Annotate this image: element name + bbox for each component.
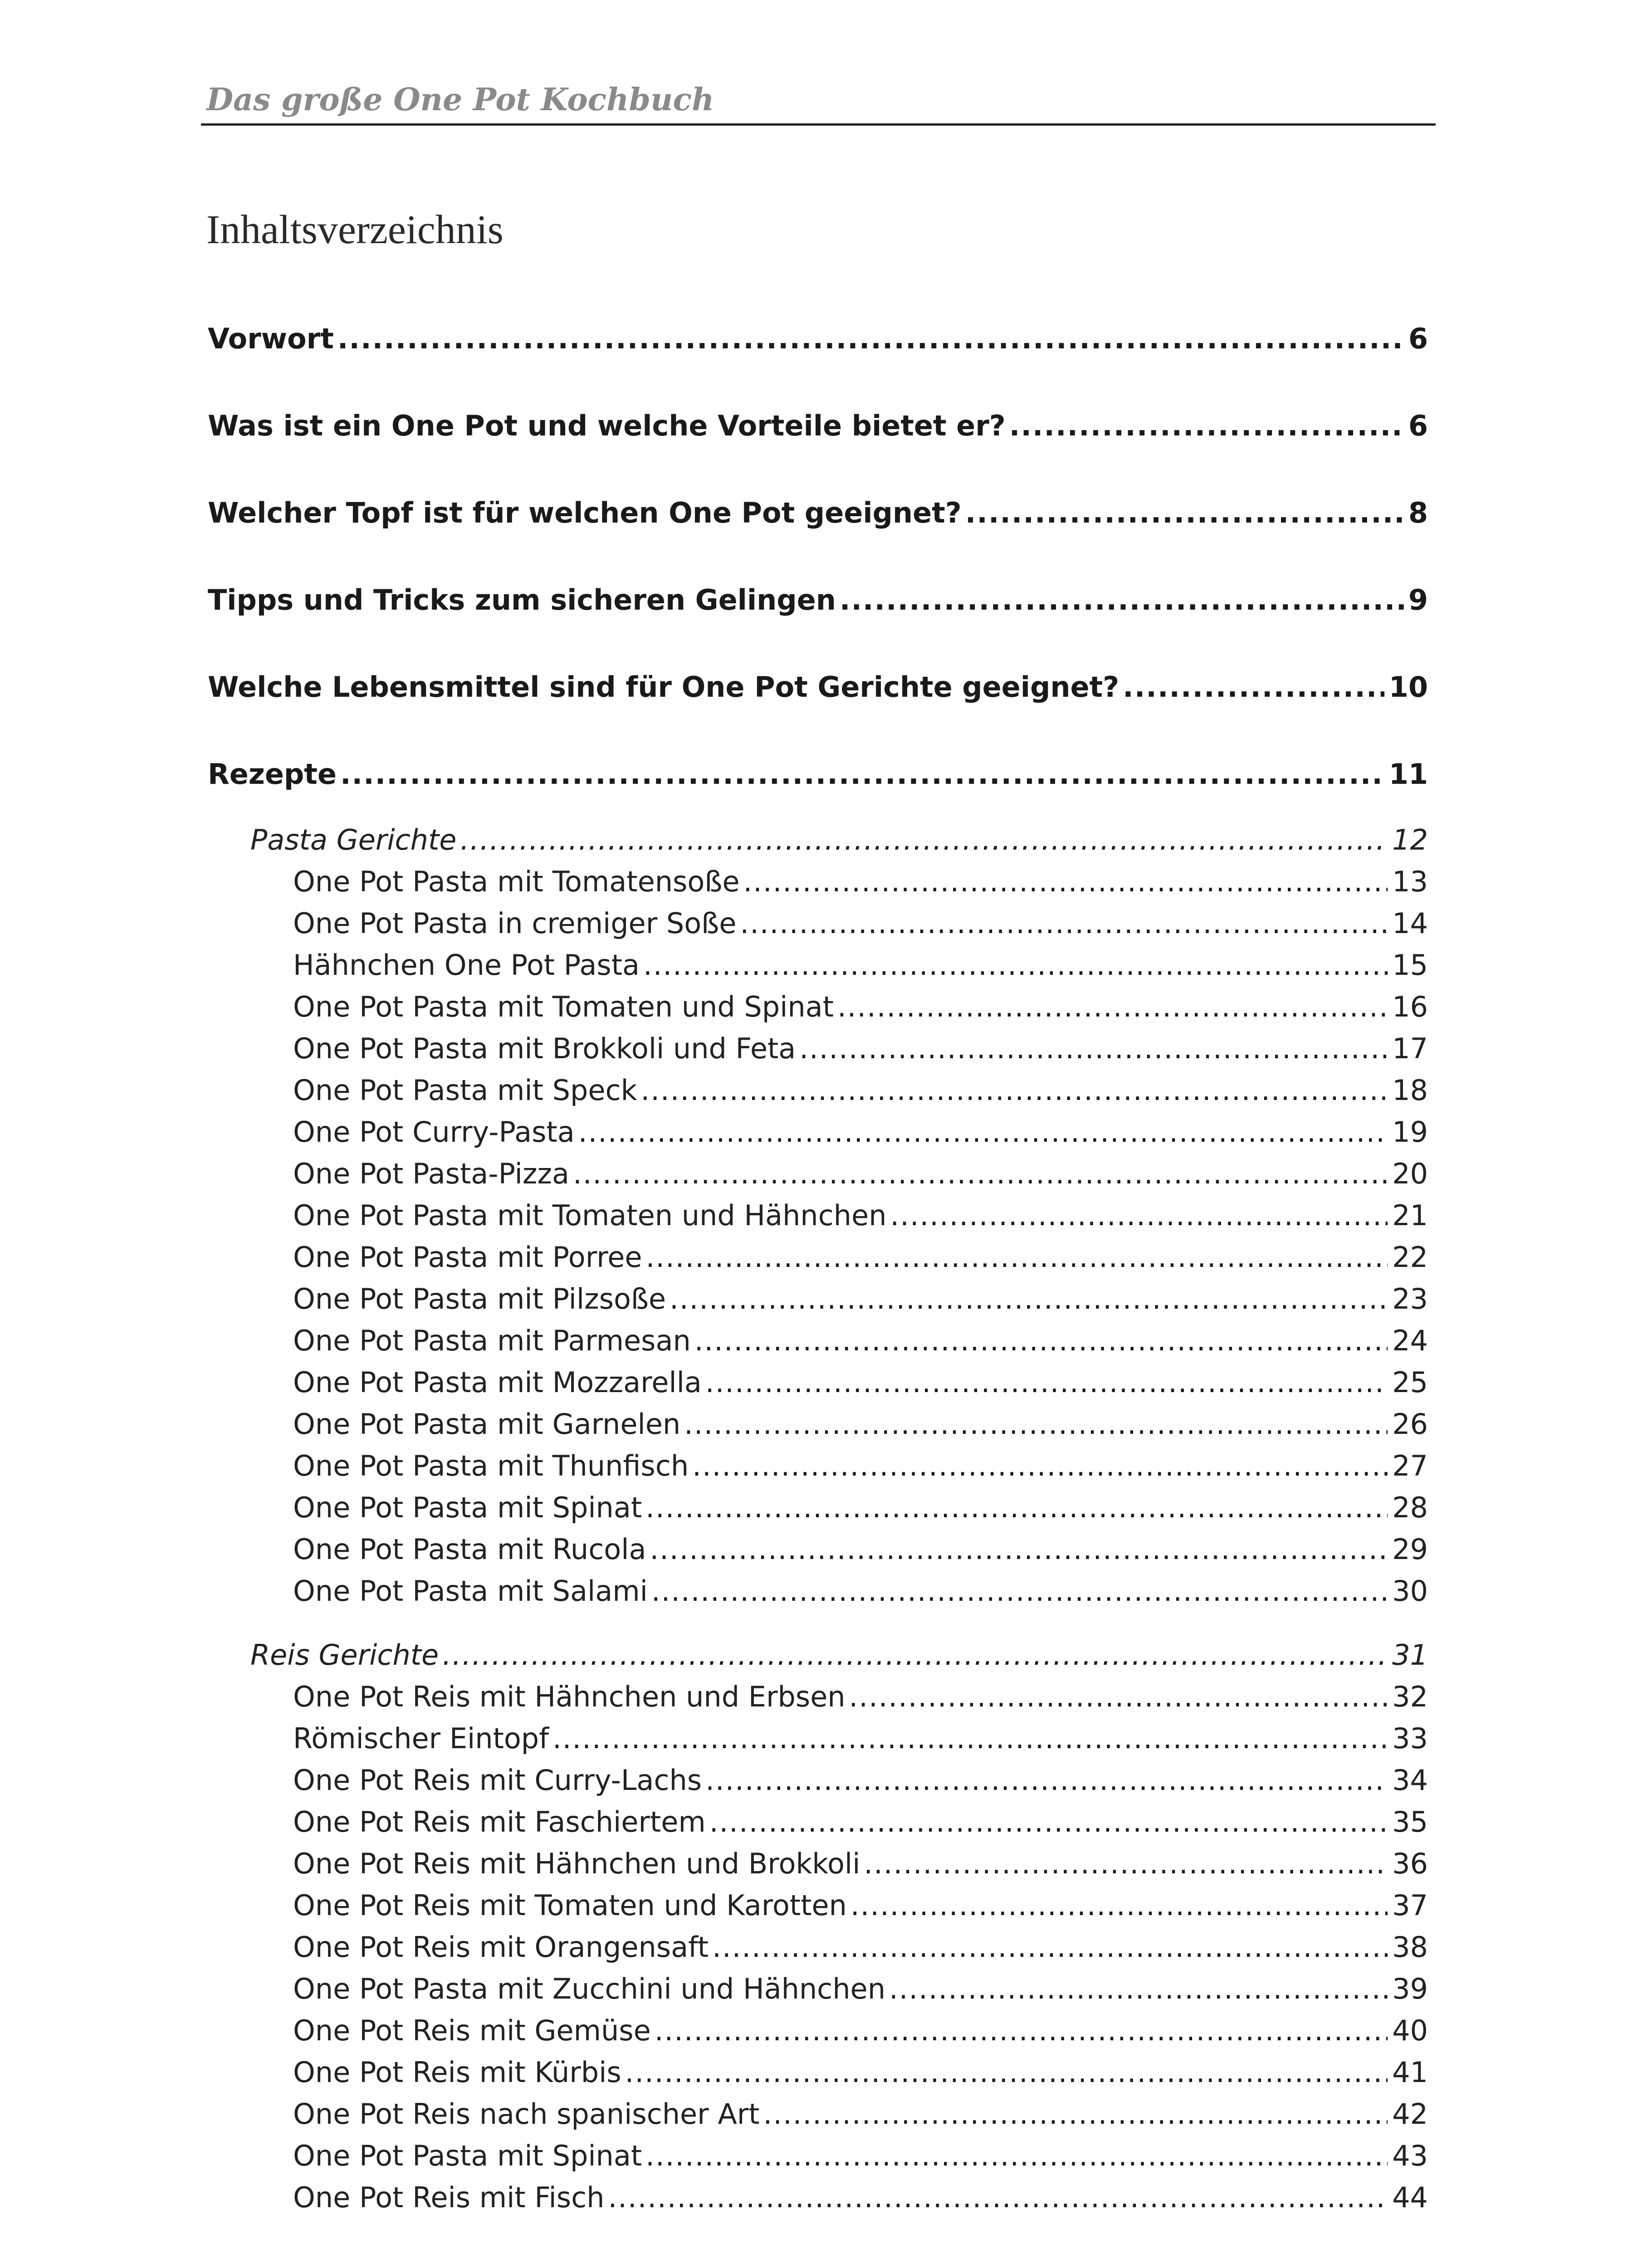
- toc-entry-label: One Pot Reis mit Tomaten und Karotten: [293, 1889, 847, 1922]
- toc-entry-label: One Pot Curry-Pasta: [293, 1115, 575, 1149]
- toc-entry-label: Vorwort: [208, 322, 334, 355]
- toc-recipe-entry[interactable]: [293, 1574, 1428, 1608]
- toc-page-number: 39: [1392, 1972, 1428, 2005]
- toc-entry-label: One Pot Reis nach spanischer Art: [293, 2097, 760, 2131]
- dot-leader: [864, 1847, 1388, 1880]
- toc-entry-label: One Pot Pasta mit Spinat: [293, 2139, 642, 2172]
- dot-leader: [709, 1805, 1388, 1838]
- toc-recipe-entry[interactable]: [293, 907, 1428, 940]
- toc-page-number: 16: [1392, 990, 1428, 1023]
- toc-page-number: 35: [1392, 1805, 1428, 1838]
- toc-page-number: 13: [1392, 865, 1428, 898]
- toc-group-entry[interactable]: [250, 1638, 1428, 1672]
- toc-page-number: 38: [1392, 1931, 1428, 1964]
- toc-group-entry[interactable]: [250, 823, 1428, 856]
- toc-entry-label: One Pot Pasta mit Brokkoli und Feta: [293, 1032, 796, 1065]
- dot-leader: [640, 1074, 1388, 1107]
- toc-entry-label: One Pot Pasta mit Rucola: [293, 1533, 646, 1566]
- toc-section-entry[interactable]: [208, 322, 1428, 355]
- toc-entry-label: One Pot Pasta mit Porree: [293, 1241, 642, 1274]
- toc-recipe-entry[interactable]: [293, 1680, 1428, 1713]
- dot-leader: [625, 2056, 1388, 2089]
- toc-section-entry[interactable]: [208, 670, 1428, 704]
- toc-page-number: 25: [1392, 1366, 1428, 1399]
- dot-leader: [608, 2181, 1388, 2214]
- toc-recipe-entry[interactable]: [293, 1805, 1428, 1838]
- toc-recipe-entry[interactable]: [293, 1115, 1428, 1149]
- dot-leader: [552, 1722, 1388, 1755]
- toc-page-number: 44: [1392, 2181, 1428, 2214]
- toc-entry-label: One Pot Pasta in cremiger Soße: [293, 907, 737, 940]
- toc-entry-label: Welcher Topf ist für welchen One Pot geeignet?: [208, 496, 962, 529]
- toc-entry-label: Rezepte: [208, 758, 337, 791]
- dot-leader: [889, 1972, 1388, 2005]
- toc-entry-label: One Pot Reis mit Fisch: [293, 2181, 605, 2214]
- toc-entry-label: One Pot Pasta mit Tomaten und Hähnchen: [293, 1199, 887, 1232]
- toc-entry-label: One Pot Reis mit Curry-Lachs: [293, 1764, 702, 1797]
- toc-entry-label: Tipps und Tricks zum sicheren Gelingen: [208, 583, 836, 616]
- toc-page-number: 18: [1392, 1074, 1428, 1107]
- toc-recipe-entry[interactable]: [293, 1449, 1428, 1482]
- toc-entry-label: Hähnchen One Pot Pasta: [293, 948, 640, 982]
- header-rule: [201, 123, 1436, 126]
- toc-page-number: 40: [1392, 2014, 1428, 2047]
- dot-leader: [1123, 670, 1384, 704]
- dot-leader: [705, 1366, 1388, 1399]
- toc-entry-label: One Pot Pasta-Pizza: [293, 1157, 569, 1190]
- toc-page-number: 36: [1392, 1847, 1428, 1880]
- dot-leader: [340, 758, 1384, 791]
- toc-entry-label: One Pot Reis mit Hähnchen und Brokkoli: [293, 1847, 861, 1880]
- toc-recipe-entry[interactable]: [293, 2014, 1428, 2047]
- toc-recipe-entry[interactable]: [293, 2097, 1428, 2131]
- toc-page-number: 27: [1392, 1449, 1428, 1482]
- toc-page-number: 21: [1392, 1199, 1428, 1232]
- toc-page-number: 19: [1392, 1115, 1428, 1149]
- toc-recipe-entry[interactable]: [293, 1847, 1428, 1880]
- dot-leader: [890, 1199, 1388, 1232]
- toc-recipe-entry[interactable]: [293, 1324, 1428, 1357]
- toc-page-number: 30: [1392, 1574, 1428, 1608]
- dot-leader: [670, 1282, 1388, 1315]
- toc-page-number: 15: [1392, 948, 1428, 982]
- toc-recipe-entry[interactable]: [293, 1972, 1428, 2005]
- toc-recipe-entry[interactable]: [293, 1722, 1428, 1755]
- toc-page-number: 10: [1389, 670, 1428, 704]
- toc-page-number: 37: [1392, 1889, 1428, 1922]
- toc-page-number: 42: [1392, 2097, 1428, 2131]
- toc-recipe-entry[interactable]: [293, 1764, 1428, 1797]
- dot-leader: [712, 1931, 1388, 1964]
- toc-title: Inhaltsverzeichnis: [206, 207, 504, 252]
- toc-entry-label: One Pot Pasta mit Garnelen: [293, 1408, 681, 1441]
- toc-recipe-entry[interactable]: [293, 2056, 1428, 2089]
- toc-page-number: 32: [1392, 1680, 1428, 1713]
- toc-page-number: 33: [1392, 1722, 1428, 1755]
- toc-entry-label: Reis Gerichte: [250, 1638, 439, 1672]
- toc-entry-label: One Pot Reis mit Hähnchen und Erbsen: [293, 1680, 846, 1713]
- toc-section-entry[interactable]: [208, 758, 1428, 791]
- dot-leader: [645, 1491, 1388, 1524]
- dot-leader: [799, 1032, 1388, 1065]
- toc-page-number: 22: [1392, 1241, 1428, 1274]
- toc-recipe-entry[interactable]: [293, 1931, 1428, 1964]
- dot-leader: [337, 322, 1404, 355]
- toc-entry-label: One Pot Pasta mit Parmesan: [293, 1324, 691, 1357]
- toc-page-number: 24: [1392, 1324, 1428, 1357]
- toc-recipe-entry[interactable]: [293, 2139, 1428, 2172]
- toc-recipe-entry[interactable]: [293, 1032, 1428, 1065]
- dot-leader: [645, 2139, 1388, 2172]
- dot-leader: [442, 1638, 1388, 1672]
- toc-page-number: 43: [1392, 2139, 1428, 2172]
- toc-recipe-entry[interactable]: [293, 1199, 1428, 1232]
- toc-entry-label: Was ist ein One Pot und welche Vorteile bietet er?: [208, 409, 1006, 442]
- toc-recipe-entry[interactable]: [293, 865, 1428, 898]
- toc-recipe-entry[interactable]: [293, 1533, 1428, 1566]
- toc-page-number: 29: [1392, 1533, 1428, 1566]
- toc-recipe-entry[interactable]: [293, 990, 1428, 1023]
- dot-leader: [460, 823, 1388, 856]
- dot-leader: [694, 1324, 1388, 1357]
- toc-entry-label: One Pot Reis mit Orangensaft: [293, 1931, 709, 1964]
- toc-recipe-entry[interactable]: [293, 1889, 1428, 1922]
- toc-page-number: 26: [1392, 1408, 1428, 1441]
- toc-entry-label: One Pot Pasta mit Tomaten und Spinat: [293, 990, 834, 1023]
- dot-leader: [840, 583, 1404, 616]
- toc-entry-label: One Pot Reis mit Faschiertem: [293, 1805, 706, 1838]
- toc-recipe-entry[interactable]: [293, 1241, 1428, 1274]
- toc-page-number: 41: [1392, 2056, 1428, 2089]
- toc-entry-label: One Pot Pasta mit Salami: [293, 1574, 648, 1608]
- toc-page-number: 6: [1408, 409, 1428, 442]
- dot-leader: [650, 1533, 1388, 1566]
- toc-entry-label: One Pot Reis mit Kürbis: [293, 2056, 621, 2089]
- running-head: Das große One Pot Kochbuch: [206, 82, 714, 118]
- dot-leader: [578, 1115, 1388, 1149]
- dot-leader: [651, 1574, 1388, 1608]
- toc-entry-label: One Pot Reis mit Gemüse: [293, 2014, 651, 2047]
- dot-leader: [692, 1449, 1388, 1482]
- toc-recipe-entry[interactable]: [293, 2181, 1428, 2214]
- toc-page-number: 20: [1392, 1157, 1428, 1190]
- dot-leader: [1009, 409, 1404, 442]
- toc-recipe-entry[interactable]: [293, 1408, 1428, 1441]
- dot-leader: [851, 1889, 1388, 1922]
- toc-page-number: 28: [1392, 1491, 1428, 1524]
- dot-leader: [643, 948, 1388, 982]
- toc-recipe-entry[interactable]: [293, 948, 1428, 982]
- toc-recipe-entry[interactable]: [293, 1157, 1428, 1190]
- toc-entry-label: One Pot Pasta mit Thunfisch: [293, 1449, 689, 1482]
- toc-entry-label: One Pot Pasta mit Speck: [293, 1074, 637, 1107]
- toc-page-number: 8: [1408, 496, 1428, 529]
- toc-page-number: 23: [1392, 1282, 1428, 1315]
- dot-leader: [763, 2097, 1388, 2131]
- dot-leader: [646, 1241, 1388, 1274]
- toc-page-number: 12: [1392, 823, 1428, 856]
- dot-leader: [743, 865, 1388, 898]
- toc-page-number: 34: [1392, 1764, 1428, 1797]
- toc-page-number: 6: [1408, 322, 1428, 355]
- toc-recipe-entry[interactable]: [293, 1366, 1428, 1399]
- dot-leader: [684, 1408, 1388, 1441]
- toc-entry-label: One Pot Pasta mit Zucchini und Hähnchen: [293, 1972, 885, 2005]
- dot-leader: [655, 2014, 1388, 2047]
- toc-page-number: 14: [1392, 907, 1428, 940]
- toc-entry-label: One Pot Pasta mit Spinat: [293, 1491, 642, 1524]
- dot-leader: [740, 907, 1388, 940]
- dot-leader: [705, 1764, 1388, 1797]
- dot-leader: [849, 1680, 1388, 1713]
- toc-recipe-entry[interactable]: [293, 1074, 1428, 1107]
- toc-entry-label: Pasta Gerichte: [250, 823, 457, 856]
- dot-leader: [837, 990, 1388, 1023]
- toc-entry-label: One Pot Pasta mit Pilzsoße: [293, 1282, 666, 1315]
- toc-page-number: 9: [1408, 583, 1428, 616]
- toc-entry-label: One Pot Pasta mit Tomatensoße: [293, 865, 740, 898]
- dot-leader: [965, 496, 1404, 529]
- toc-section-entry[interactable]: [208, 496, 1428, 529]
- toc-section-entry[interactable]: [208, 409, 1428, 442]
- dot-leader: [573, 1157, 1388, 1190]
- toc-page-number: 17: [1392, 1032, 1428, 1065]
- toc-recipe-entry[interactable]: [293, 1491, 1428, 1524]
- toc-page-number: 31: [1392, 1638, 1428, 1672]
- toc-entry-label: One Pot Pasta mit Mozzarella: [293, 1366, 702, 1399]
- toc-entry-label: Welche Lebensmittel sind für One Pot Gerichte geeignet?: [208, 670, 1120, 704]
- toc-entry-label: Römischer Eintopf: [293, 1722, 549, 1755]
- toc-page-number: 11: [1389, 758, 1428, 791]
- toc-recipe-entry[interactable]: [293, 1282, 1428, 1315]
- toc-section-entry[interactable]: [208, 583, 1428, 616]
